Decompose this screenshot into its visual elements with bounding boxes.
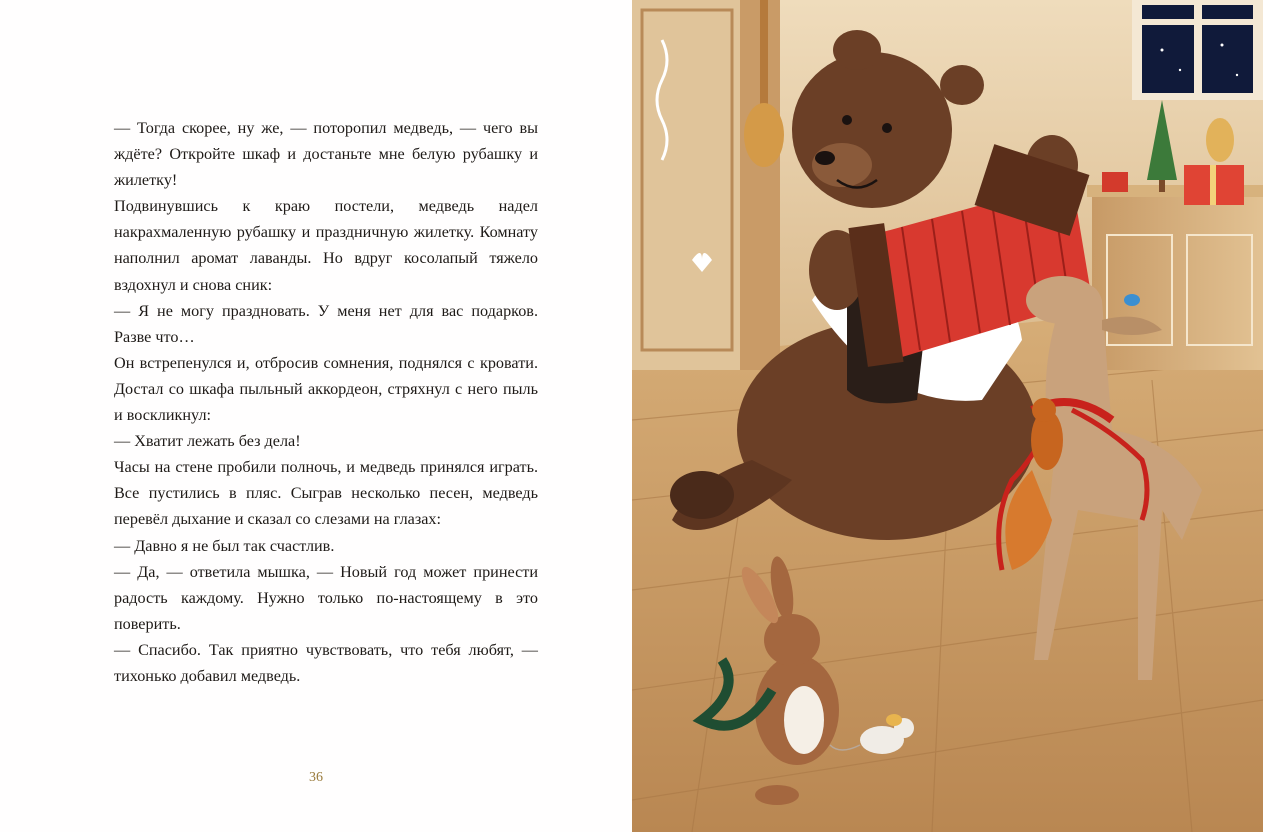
- paragraph: Подвинувшись к краю постели, медведь надел накрахмаленную рубашку и праздничную жилетку. Комнату наполнил аромат лаванды. Но вдруг косолапый тяжело вздохнул и снова сник:: [114, 197, 538, 294]
- gift-box: [1102, 172, 1128, 192]
- story-text: [114, 115, 538, 689]
- paragraph: — Давно я не был так счастлив.: [114, 536, 335, 555]
- sideboard: [1087, 185, 1263, 370]
- paragraph: — Хватит лежать без дела!: [114, 432, 301, 451]
- gift-box: [1210, 165, 1216, 205]
- illustration: [632, 0, 1263, 832]
- paragraph: Он встрепенулся и, отбросив сомнения, поднялся с кровати. Достал со шкафа пыльный аккордеон, стряхнул с него пыль и воскликнул:: [114, 353, 538, 425]
- page-number: 36: [309, 770, 323, 785]
- small-bird-figure: [1206, 118, 1234, 162]
- paragraph: — Тогда скорее, ну же, — поторопил медведь, — чего вы ждёте? Откройте шкаф и достаньте мне белую рубашку и жилетку!: [114, 119, 538, 190]
- paragraph: — Да, — ответила мышка, — Новый год может принести радость каждому. Нужно только по-настоящему в это поверить.: [114, 562, 538, 633]
- paragraph: — Я не могу праздновать. У меня нет для вас подарков. Разве что…: [114, 301, 538, 346]
- illustration-page: [632, 0, 1263, 832]
- paragraph: — Спасибо. Так приятно чувствовать, что тебя любят, — тихонько добавил медведь.: [114, 640, 538, 685]
- paragraph: Часы на стене пробили полночь, и медведь принялся играть. Все пустились в пляс. Сыграв несколько песен, медведь перевёл дыхание и сказал со слезами на глазах:: [114, 458, 538, 529]
- window: [1132, 0, 1263, 100]
- wardrobe: [632, 0, 780, 370]
